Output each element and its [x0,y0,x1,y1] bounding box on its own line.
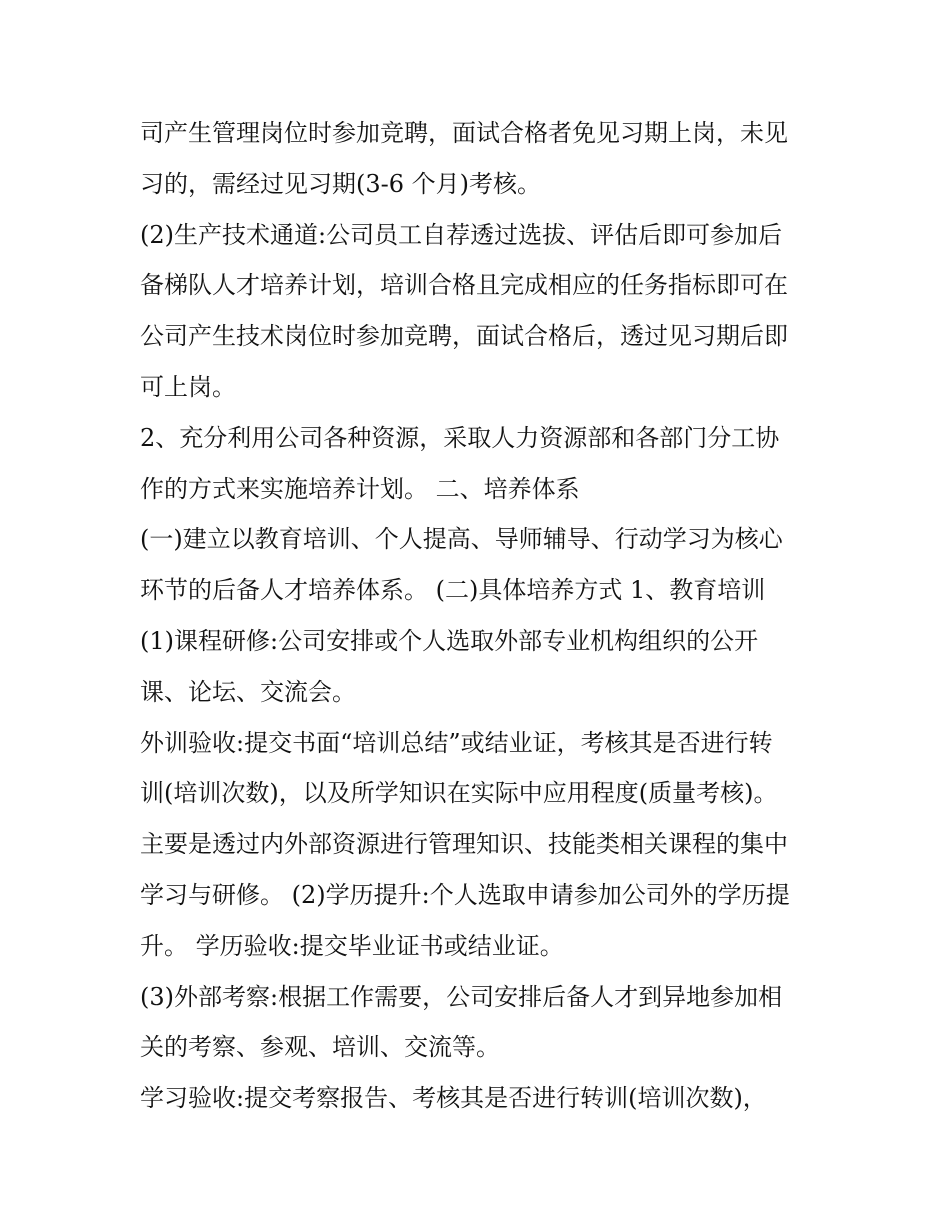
text-line: (一)建立以教育培训、个人提高、导师辅导、行动学习为核心 [140,525,783,554]
text-line: 训(培训次数)，以及所学知识在实际中应用程度(质量考核)。 [140,779,778,808]
text-line: 备梯队人才培养计划，培训合格且完成相应的任务指标即可在 [140,271,788,300]
text-line: 主要是透过内外部资源进行管理知识、技能类相关课程的集中 [140,830,788,859]
body-text [140,108,830,1124]
text-line: 课、论坛、交流会。 [140,677,356,706]
text-line: (1)课程研修:公司安排或个人选取外部专业机构组织的公开 [140,626,759,655]
text-line: 司产生管理岗位时参加竞聘，面试合格者免见习期上岗，未见 [140,119,788,147]
text-line: (3)外部考察:根据工作需要，公司安排后备人才到异地参加相 [140,982,783,1011]
text-line: 作的方式来实施培养计划。 二、培养体系 [140,474,580,503]
text-line: 关的考察、参观、培训、交流等。 [140,1033,500,1062]
text-line: 升。 学历验收:提交毕业证书或结业证。 [140,931,564,960]
text-line: 可上岗。 [140,372,236,401]
text-line: 环节的后备人才培养体系。 (二)具体培养方式 1、教育培训 [140,576,766,605]
text-line: 习的，需经过见习期(3-6 个月)考核。 [140,169,542,198]
text-line: 学习与研修。 (2)学历提升:个人选取申请参加公司外的学历提 [140,880,790,909]
text-line: 公司产生技术岗位时参加竞聘，面试合格后，透过见习期后即 [140,322,788,351]
text-line: 外训验收:提交书面“培训总结”或结业证，考核其是否进行转 [140,728,773,757]
text-line: 学习验收:提交考察报告、考核其是否进行转训(培训次数)， [140,1084,767,1113]
text-line: (2)生产技术通道:公司员工自荐透过选拔、评估后即可参加后 [140,220,783,249]
text-line: 2、充分利用公司各种资源，采取人力资源部和各部门分工协 [140,423,780,452]
